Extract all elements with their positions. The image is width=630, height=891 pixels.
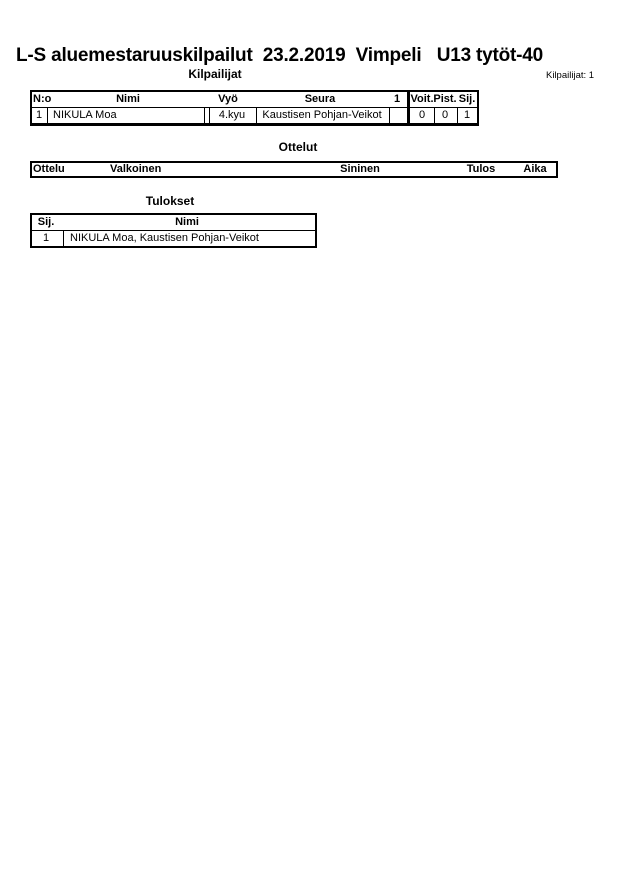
col-header-sij: Sij. <box>458 93 476 105</box>
section-heading-kilpailijat: Kilpailijat <box>188 67 242 81</box>
competitor-wins: 0 <box>418 109 426 121</box>
col-header-nimi: Nimi <box>116 93 140 105</box>
page-title: L-S aluemestaruuskilpailut 23.2.2019 Vimpeli U13 tytöt-40 <box>16 45 544 66</box>
competitor-count-label: Kilpailijat: 1 <box>546 70 595 81</box>
col-header-aika: Aika <box>523 163 547 175</box>
cell-divider <box>47 108 48 123</box>
col-header-match1: 1 <box>393 93 401 105</box>
cell-divider <box>204 108 205 123</box>
competitors-table <box>30 90 479 126</box>
competitor-number: 1 <box>35 109 43 121</box>
section-heading-ottelut: Ottelut <box>278 140 318 154</box>
competitor-points: 0 <box>441 109 449 121</box>
col-header-sininen: Sininen <box>340 163 380 175</box>
result-name: NIKULA Moa, Kaustisen Pohjan-Veikot <box>70 232 259 244</box>
matches-table <box>30 161 558 178</box>
cell-divider <box>209 108 210 123</box>
competitor-club: Kaustisen Pohjan-Veikot <box>262 109 382 121</box>
cell-divider <box>457 108 458 123</box>
col-header-nro: N:o <box>33 93 52 105</box>
col-header-nimi: Nimi <box>175 216 199 228</box>
cell-divider <box>434 108 435 123</box>
result-place: 1 <box>42 232 50 244</box>
cell-divider <box>63 231 64 246</box>
col-header-voit: Voit. <box>410 93 434 105</box>
col-header-valkoinen: Valkoinen <box>110 163 162 175</box>
section-heading-tulokset: Tulokset <box>145 194 195 208</box>
col-header-pist: Pist. <box>433 93 457 105</box>
cell-divider <box>256 108 257 123</box>
competitor-name: NIKULA Moa <box>53 109 117 121</box>
competitor-belt: 4.kyu <box>218 109 246 121</box>
col-header-tulos: Tulos <box>466 163 496 175</box>
cell-divider <box>389 108 390 123</box>
col-header-vyo: Vyö <box>218 93 238 105</box>
competitor-place: 1 <box>463 109 471 121</box>
results-table <box>30 213 317 248</box>
col-header-sij: Sij. <box>37 216 55 228</box>
col-header-ottelu: Ottelu <box>33 163 65 175</box>
col-header-seura: Seura <box>304 93 336 105</box>
